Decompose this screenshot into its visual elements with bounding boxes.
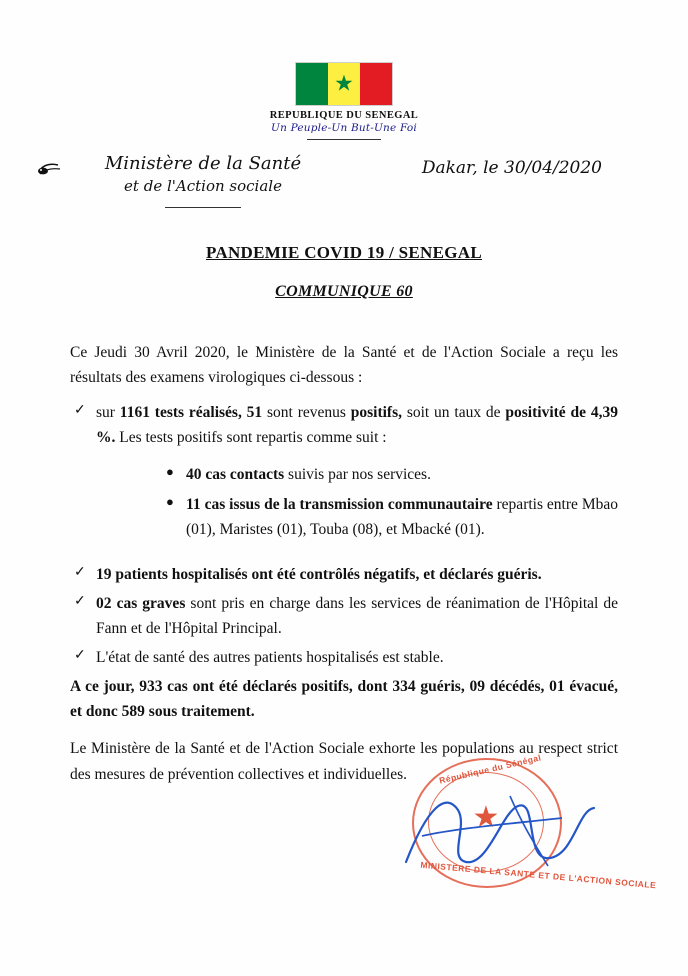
document-header xyxy=(0,62,688,140)
list-item xyxy=(70,562,618,587)
emphasis-text: 19 patients hospitalisés ont été contrôlés négatifs, et déclarés guéris. xyxy=(96,565,542,583)
list-item-text xyxy=(96,595,618,637)
list-item xyxy=(70,591,618,641)
plain-text: sur xyxy=(96,404,120,422)
flag-star-icon: ★ xyxy=(334,70,354,96)
caduceus-icon xyxy=(36,156,72,182)
ministry-line-1: Ministère de la Santé xyxy=(104,153,302,174)
check-icon: ✓ xyxy=(74,564,86,580)
check-icon: ✓ xyxy=(74,403,86,419)
plain-text: sont pris en charge dans les services de réanimation de l'Hôpital de Fann et de l'Hôpital Principal. xyxy=(96,594,619,637)
ministry-block xyxy=(38,152,368,208)
list-item-text xyxy=(96,566,542,583)
header-divider xyxy=(307,139,381,140)
list-item xyxy=(70,645,618,670)
bullet-icon: ● xyxy=(166,493,174,509)
plain-text: Les tests positifs sont repartis comme suit : xyxy=(115,429,387,447)
emphasis-text: A ce jour, 933 cas ont été déclarés positifs, dont 334 guéris, 09 décédés, 01 évacué, et donc 589 sous traitement. xyxy=(70,678,618,721)
handwritten-signature-icon xyxy=(398,766,618,886)
republic-title: REPUBLIQUE DU SENEGAL xyxy=(269,110,419,121)
intro-paragraph: Ce Jeudi 30 Avril 2020, le Ministère de la Santé et de l'Action Sociale a reçu les résultats des examens virologiques ci-dessous : xyxy=(70,344,618,387)
results-list xyxy=(70,400,618,450)
republic-motto: Un Peuple-Un But-Une Foi xyxy=(271,122,417,134)
lion-emblem-icon: ★ xyxy=(472,801,500,834)
check-icon: ✓ xyxy=(74,593,86,609)
ministry-divider xyxy=(165,207,241,208)
results-sublist xyxy=(70,462,618,541)
emphasis-text: 1161 tests réalisés, 51 xyxy=(119,404,263,422)
list-item xyxy=(70,400,618,450)
bullet-icon: ● xyxy=(166,464,174,480)
list-item-text xyxy=(186,462,618,487)
list-item-text xyxy=(96,404,618,446)
page-subtitle: COMMUNIQUE 60 xyxy=(275,283,413,300)
page-title: PANDEMIE COVID 19 / SENEGAL xyxy=(205,243,483,262)
emphasis-text: positivité de 4,39 %. xyxy=(96,404,618,447)
patients-list xyxy=(70,562,618,670)
cumulative-summary xyxy=(70,674,618,724)
stamp-top-text: République du Sénégal xyxy=(438,752,543,786)
document-body xyxy=(70,340,618,797)
plain-text: suivis par nos services. xyxy=(284,466,431,484)
document-date: Dakar, le 30/04/2020 xyxy=(421,158,602,178)
list-item-text xyxy=(96,649,444,666)
plain-text: L'état de santé des autres patients hospitalisés est stable. xyxy=(96,649,444,667)
plain-text: soit un taux de xyxy=(401,404,506,422)
plain-text: sont revenus xyxy=(262,404,351,422)
list-item xyxy=(128,462,618,487)
list-item-text xyxy=(186,492,618,542)
check-icon: ✓ xyxy=(74,648,86,664)
ministry-line-2: et de l'Action sociale xyxy=(124,177,282,196)
stamp-bottom-text: MINISTERE DE LA SANTE ET DE L'ACTION SOCIALE xyxy=(420,859,657,891)
emphasis-text: 11 cas issus de la transmission communautaire xyxy=(186,495,493,513)
emphasis-text: 02 cas graves xyxy=(96,594,186,612)
list-item xyxy=(128,492,618,542)
emphasis-text: positifs, xyxy=(350,404,402,422)
emblem-block xyxy=(0,62,688,140)
senegal-flag-icon xyxy=(295,62,393,106)
plain-text: repartis entre Mbao (01), Maristes (01), Touba (08), et Mbacké (01). xyxy=(186,495,618,538)
emphasis-text: 40 cas contacts xyxy=(186,466,285,484)
closing-paragraph: Le Ministère de la Santé et de l'Action Sociale exhorte les populations au respect strict des mesures de prévention collectives et individuelles. xyxy=(70,740,618,783)
